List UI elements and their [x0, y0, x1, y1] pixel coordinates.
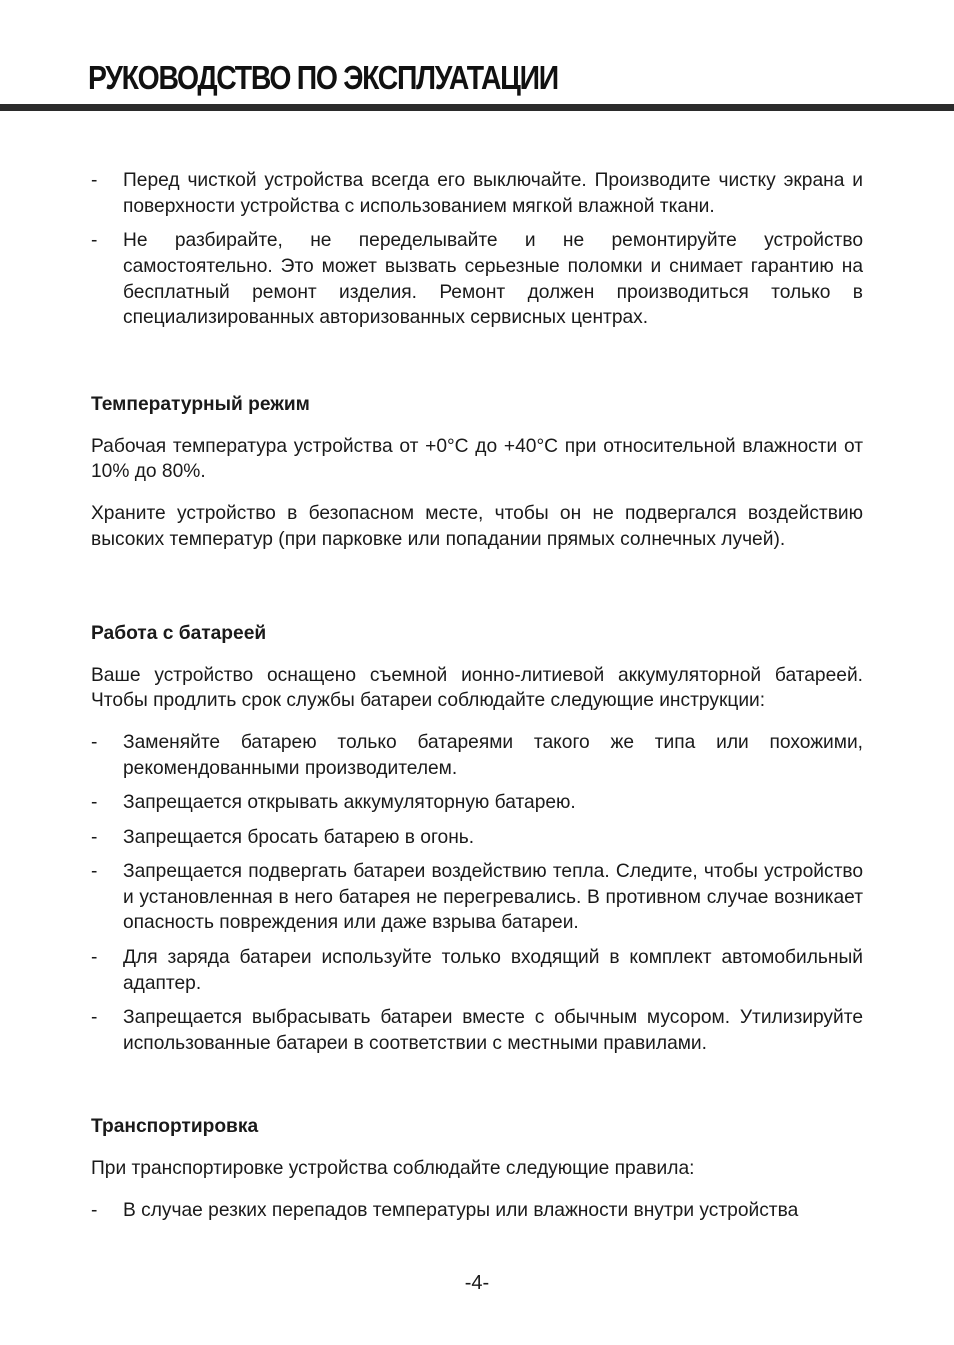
list-item-text: Запрещается открывать аккумуляторную батарею. — [123, 792, 576, 814]
bullet-dash: - — [91, 1199, 98, 1221]
section-heading-transport: Транспортировка — [91, 1115, 259, 1137]
header-divider — [0, 104, 954, 111]
page-number: -4- — [464, 1272, 490, 1294]
paragraph: Храните устройство в безопасном месте, чтобы он не подвергался воздействию высоких температур (при парковке или попадании прямых солнечных лучей). — [91, 503, 863, 550]
bullet-dash: - — [91, 792, 98, 814]
list-item — [91, 790, 863, 816]
list-item — [91, 228, 863, 331]
bullet-dash: - — [91, 1006, 98, 1028]
bullet-dash: - — [91, 732, 98, 754]
list-item — [91, 168, 863, 220]
list-item-text: Запрещается подвергать батареи воздействию тепла. Следите, чтобы устройство и установленная в него батарея не перегревались. В противном случае возникает опасность повреждения или даже взрыва батареи. — [123, 860, 863, 934]
list-item-text: Перед чисткой устройства всегда его выключайте. Производите чистку экрана и поверхности устройства с использованием мягкой влажной ткани. — [123, 170, 863, 217]
section-spacer — [91, 569, 863, 621]
list-item — [91, 1005, 863, 1057]
bullet-dash: - — [91, 860, 98, 882]
list-item-text: Не разбирайте, не переделывайте и не ремонтируйте устройство самостоятельно. Это может вызвать серьезные поломки и снимает гарантию на бесплатный ремонт изделия. Ремонт должен производиться только в специализированных авторизованных сервисных центрах. — [123, 230, 863, 329]
list-item-text: Запрещается бросать батарею в огонь. — [123, 826, 475, 848]
section-spacer — [91, 340, 863, 392]
list-item-text: Для заряда батареи используйте только входящий в комплект автомобильный адаптер. — [123, 946, 863, 994]
document-body — [91, 168, 863, 1232]
list-item-text: Заменяйте батарею только батареями такого же типа или похожими, рекомендованными производителем. — [123, 732, 863, 779]
page-title: РУКОВОДСТВО ПО ЭКСПЛУАТАЦИИ — [88, 59, 558, 96]
section-heading-battery: Работа с батареей — [91, 622, 267, 644]
list-item-text: Запрещается выбрасывать батареи вместе с обычным мусором. Утилизируйте использованные батареи в соответствии с местными правилами. — [123, 1006, 863, 1054]
paragraph: Рабочая температура устройства от +0°С до +40°С при относительной влажности от 10% до 80%. — [91, 435, 863, 483]
paragraph: При транспортировке устройства соблюдайте следующие правила: — [91, 1157, 695, 1179]
list-item — [91, 1198, 863, 1224]
section-heading-temperature: Температурный режим — [91, 393, 310, 415]
list-item — [91, 859, 863, 936]
bullet-dash: - — [91, 230, 98, 252]
list-item — [91, 945, 863, 997]
paragraph: Ваше устройство оснащено съемной ионно-литиевой аккумуляторной батареей. Чтобы продлить срок службы батареи соблюдайте следующие инструкции: — [91, 664, 863, 712]
section-spacer — [91, 1065, 863, 1114]
bullet-dash: - — [91, 946, 98, 968]
list-item — [91, 730, 863, 782]
list-item-text: В случае резких перепадов температуры или влажности внутри устройства — [123, 1199, 799, 1221]
bullet-dash: - — [91, 170, 98, 191]
bullet-dash: - — [91, 826, 98, 848]
list-item — [91, 825, 863, 851]
